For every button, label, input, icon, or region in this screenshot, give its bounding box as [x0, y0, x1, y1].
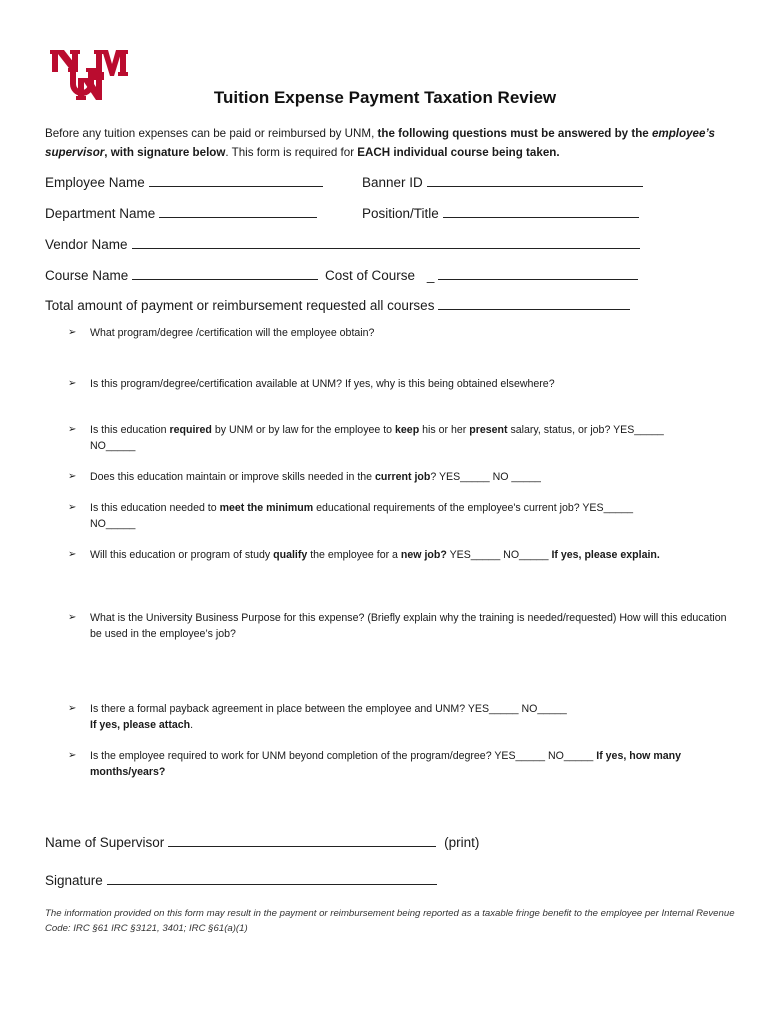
question-6: ➢ Will this education or program of study qualify the employee for a new job? YES_____ NO_____ If yes, please explain.: [68, 549, 660, 561]
arrow-bullet-icon: ➢: [68, 549, 77, 560]
intro-paragraph: Before any tuition expenses can be paid or reimbursed by UNM, the following questions must be answered by the employee’s supervisor, with signature below. This form is required for EACH individual course being taken.: [45, 127, 715, 159]
vendor-name-field[interactable]: Vendor Name: [45, 234, 640, 252]
question-2: ➢ Is this program/degree/certification available at UNM? If yes, why is this being obtained elsewhere?: [68, 378, 555, 390]
arrow-bullet-icon: ➢: [68, 703, 77, 714]
course-name-field[interactable]: Course Name: [45, 265, 318, 283]
department-name-field[interactable]: Department Name: [45, 203, 317, 221]
question-8: ➢ Is there a formal payback agreement in place between the employee and UNM? YES_____ NO_____ If yes, please attach.: [68, 703, 567, 731]
banner-id-field[interactable]: Banner ID: [362, 172, 643, 190]
arrow-bullet-icon: ➢: [68, 612, 77, 623]
arrow-bullet-icon: ➢: [68, 424, 77, 435]
supervisor-name-field[interactable]: Name of Supervisor (print): [45, 832, 479, 850]
question-5: ➢ Is this education needed to meet the minimum educational requirements of the employee's current job? YES_____ NO_____: [68, 502, 634, 530]
question-3: ➢ Is this education required by UNM or by law for the employee to keep his or her present salary, status, or job? YES_____ NO_____: [68, 424, 664, 452]
page-title: Tuition Expense Payment Taxation Review: [213, 88, 557, 107]
arrow-bullet-icon: ➢: [68, 471, 77, 482]
arrow-bullet-icon: ➢: [68, 327, 77, 338]
question-9: ➢ Is the employee required to work for UNM beyond completion of the program/degree? YES_____ NO_____ If yes, how many months/years?: [68, 750, 682, 778]
position-title-field[interactable]: Position/Title: [362, 203, 639, 221]
signature-field[interactable]: Signature: [45, 870, 437, 888]
cost-of-course-field[interactable]: Cost of Course _: [325, 265, 638, 283]
question-4: ➢ Does this education maintain or improve skills needed in the current job? YES_____ NO _____: [68, 471, 541, 483]
arrow-bullet-icon: ➢: [68, 378, 77, 389]
total-amount-field[interactable]: Total amount of payment or reimbursement requested all courses: [45, 295, 630, 313]
footer-note: The information provided on this form may result in the payment or reimbursement being reported as a taxable fringe benefit to the employee per Internal Revenue Code: IRC §61 IRC §3121, 3401; IRC §61(a)(1): [45, 908, 735, 934]
question-1: ➢ What program/degree /certification will the employee obtain?: [68, 327, 375, 339]
arrow-bullet-icon: ➢: [68, 502, 77, 513]
arrow-bullet-icon: ➢: [68, 750, 77, 761]
question-7: ➢ What is the University Business Purpose for this expense? (Briefly explain why the training is needed/requested) How will this education be used in the employee’s job?: [68, 612, 727, 640]
employee-name-field[interactable]: Employee Name: [45, 172, 323, 190]
